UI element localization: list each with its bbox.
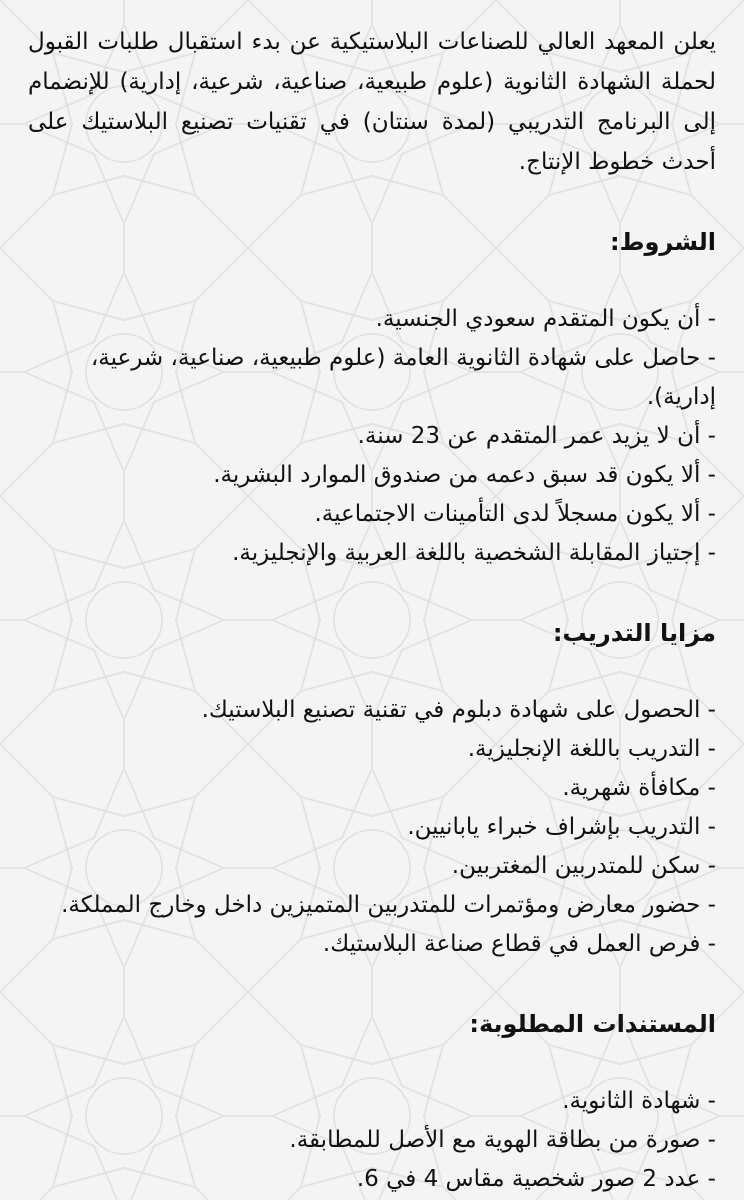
list-item: - حاصل على شهادة الثانوية العامة (علوم طبيعية، صناعية، شرعية، إدارية). xyxy=(28,339,716,417)
list-item: - التدريب بإشراف خبراء يابانيين. xyxy=(28,808,716,847)
documents-section xyxy=(28,1004,716,1199)
spacer xyxy=(28,653,716,691)
spacer xyxy=(28,1044,716,1082)
list-item: - شهادة الثانوية. xyxy=(28,1082,716,1121)
list-item: - إجتياز المقابلة الشخصية باللغة العربية والإنجليزية. xyxy=(28,534,716,573)
list-item: - أن لا يزيد عمر المتقدم عن 23 سنة. xyxy=(28,417,716,456)
spacer xyxy=(28,182,716,222)
conditions-section xyxy=(28,222,716,573)
spacer xyxy=(28,262,716,300)
list-item: - ألا يكون مسجلاً لدى التأمينات الاجتماعية. xyxy=(28,495,716,534)
benefits-list xyxy=(28,691,716,964)
conditions-list xyxy=(28,300,716,573)
list-item: - الحصول على شهادة دبلوم في تقنية تصنيع البلاستيك. xyxy=(28,691,716,730)
spacer xyxy=(28,573,716,613)
documents-list xyxy=(28,1082,716,1199)
intro-paragraph: يعلن المعهد العالي للصناعات البلاستيكية عن بدء استقبال طلبات القبول لحملة الشهادة الثانوية (علوم طبيعية، صناعية، شرعية، إدارية) للإنضمام إلى البرنامج التدريبي (لمدة سنتان) في تقنيات تصنيع البلاستيك على أحدث خطوط الإنتاج. xyxy=(28,29,716,175)
benefits-section xyxy=(28,613,716,964)
list-item: - فرص العمل في قطاع صناعة البلاستيك. xyxy=(28,925,716,964)
list-item: - التدريب باللغة الإنجليزية. xyxy=(28,730,716,769)
list-item: - مكافأة شهرية. xyxy=(28,769,716,808)
list-item: - ألا يكون قد سبق دعمه من صندوق الموارد البشرية. xyxy=(28,456,716,495)
conditions-title: الشروط: xyxy=(609,228,716,256)
list-item: - حضور معارض ومؤتمرات للمتدربين المتميزين داخل وخارج المملكة. xyxy=(28,886,716,925)
benefits-title: مزايا التدريب: xyxy=(552,619,716,647)
list-item: - سكن للمتدربين المغتربين. xyxy=(28,847,716,886)
list-item: - صورة من بطاقة الهوية مع الأصل للمطابقة. xyxy=(28,1121,716,1160)
spacer xyxy=(28,964,716,1004)
documents-title: المستندات المطلوبة: xyxy=(469,1010,716,1038)
list-item: - أن يكون المتقدم سعودي الجنسية. xyxy=(28,300,716,339)
list-item: - عدد 2 صور شخصية مقاس 4 في 6. xyxy=(28,1160,716,1199)
